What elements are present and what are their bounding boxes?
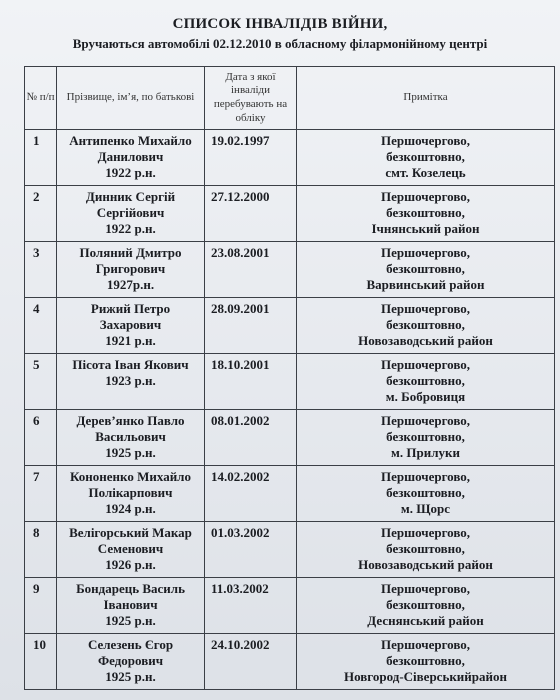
note-line: Новгород-Сіверськийрайон bbox=[344, 669, 507, 684]
note-line: Першочергово, bbox=[380, 581, 471, 596]
note-line: Новозаводський район bbox=[358, 557, 493, 572]
note-line: Першочергово, bbox=[380, 133, 471, 148]
person-name-cell bbox=[57, 466, 205, 522]
note-cell bbox=[297, 130, 555, 186]
person-name-line: Васильович bbox=[95, 429, 166, 444]
note-line: безкоштовно, bbox=[386, 429, 465, 444]
table-row bbox=[25, 186, 555, 242]
note-line: безкоштовно, bbox=[386, 485, 465, 500]
birth-year: 1925 р.н. bbox=[105, 445, 156, 460]
person-name-line: Данилович bbox=[97, 149, 164, 164]
note-line: Варвинський район bbox=[366, 277, 485, 292]
registration-date: 14.02.2002 bbox=[205, 466, 297, 522]
note-line: Першочергово, bbox=[380, 245, 471, 260]
note-line: смт. Козелець bbox=[385, 165, 466, 180]
note-cell bbox=[297, 522, 555, 578]
note-line: безкоштовно, bbox=[386, 653, 465, 668]
registration-date: 24.10.2002 bbox=[205, 634, 297, 690]
person-name-line: Пісота Іван Якович bbox=[72, 357, 189, 372]
person-name-cell bbox=[57, 578, 205, 634]
note-line: безкоштовно, bbox=[386, 317, 465, 332]
note-line: Ічнянський район bbox=[371, 221, 480, 236]
person-name-line: Антипенко Михайло bbox=[69, 133, 192, 148]
note-line: безкоштовно, bbox=[386, 597, 465, 612]
person-name-line: Захарович bbox=[99, 317, 162, 332]
column-header-full-name: Прізвище, ім’я, по батькові bbox=[57, 67, 205, 130]
person-name-cell bbox=[57, 634, 205, 690]
row-number: 6 bbox=[25, 410, 57, 466]
person-name-cell bbox=[57, 354, 205, 410]
disabled-veterans-table bbox=[24, 66, 555, 690]
person-name-line: Динник Сергій bbox=[85, 189, 176, 204]
person-name-line: Рижий Петро bbox=[90, 301, 171, 316]
row-number: 4 bbox=[25, 298, 57, 354]
note-line: безкоштовно, bbox=[386, 205, 465, 220]
column-header-note: Примітка bbox=[297, 67, 555, 130]
note-cell bbox=[297, 354, 555, 410]
person-name-line: Велігорський Макар bbox=[69, 525, 192, 540]
person-name-line: Іванович bbox=[103, 597, 158, 612]
table-row bbox=[25, 242, 555, 298]
person-name-cell bbox=[57, 242, 205, 298]
person-name-line: Полікарпович bbox=[88, 485, 173, 500]
birth-year: 1927р.н. bbox=[106, 277, 155, 292]
note-line: Першочергово, bbox=[380, 301, 471, 316]
note-cell bbox=[297, 186, 555, 242]
birth-year: 1922 р.н. bbox=[105, 221, 156, 236]
person-name-line: Дерев’янко Павло bbox=[76, 413, 185, 428]
table-body bbox=[25, 130, 555, 690]
row-number: 8 bbox=[25, 522, 57, 578]
registration-date: 19.02.1997 bbox=[205, 130, 297, 186]
table-row bbox=[25, 298, 555, 354]
note-line: Першочергово, bbox=[380, 469, 471, 484]
table-row bbox=[25, 578, 555, 634]
person-name-cell bbox=[57, 186, 205, 242]
note-cell bbox=[297, 410, 555, 466]
table-row bbox=[25, 522, 555, 578]
document-title: СПИСОК ІНВАЛІДІВ ВІЙНИ, bbox=[172, 16, 388, 32]
row-number: 1 bbox=[25, 130, 57, 186]
registration-date: 11.03.2002 bbox=[205, 578, 297, 634]
birth-year: 1925 р.н. bbox=[105, 613, 156, 628]
birth-year: 1926 р.н. bbox=[105, 557, 156, 572]
note-line: м. Щорс bbox=[400, 501, 451, 516]
birth-year: 1922 р.н. bbox=[105, 165, 156, 180]
person-name-line: Григорович bbox=[95, 261, 166, 276]
column-header-number: № п/п bbox=[25, 67, 57, 130]
row-number: 9 bbox=[25, 578, 57, 634]
note-cell bbox=[297, 634, 555, 690]
birth-year: 1923 р.н. bbox=[105, 373, 156, 388]
registration-date: 08.01.2002 bbox=[205, 410, 297, 466]
registration-date: 01.03.2002 bbox=[205, 522, 297, 578]
person-name-line: Федорович bbox=[97, 653, 164, 668]
note-line: безкоштовно, bbox=[386, 541, 465, 556]
note-line: Деснянський район bbox=[367, 613, 484, 628]
person-name-line: Селезень Єгор bbox=[87, 637, 174, 652]
note-line: безкоштовно, bbox=[386, 373, 465, 388]
note-line: безкоштовно, bbox=[386, 261, 465, 276]
table-row bbox=[25, 410, 555, 466]
table-row bbox=[25, 634, 555, 690]
person-name-line: Кононенко Михайло bbox=[70, 469, 191, 484]
note-line: Першочергово, bbox=[380, 525, 471, 540]
registration-date: 18.10.2001 bbox=[205, 354, 297, 410]
person-name-cell bbox=[57, 522, 205, 578]
person-name-cell bbox=[57, 298, 205, 354]
note-line: Новозаводський район bbox=[358, 333, 493, 348]
birth-year: 1921 р.н. bbox=[105, 333, 156, 348]
table-row bbox=[25, 466, 555, 522]
registration-date: 23.08.2001 bbox=[205, 242, 297, 298]
note-line: безкоштовно, bbox=[386, 149, 465, 164]
note-cell bbox=[297, 298, 555, 354]
birth-year: 1925 р.н. bbox=[105, 669, 156, 684]
row-number: 5 bbox=[25, 354, 57, 410]
birth-year: 1924 р.н. bbox=[105, 501, 156, 516]
table-row bbox=[25, 130, 555, 186]
note-cell bbox=[297, 466, 555, 522]
note-cell bbox=[297, 242, 555, 298]
table-row bbox=[25, 354, 555, 410]
note-line: м. Бобровиця bbox=[385, 389, 466, 404]
note-line: Першочергово, bbox=[380, 413, 471, 428]
note-line: м. Прилуки bbox=[391, 445, 460, 460]
note-cell bbox=[297, 578, 555, 634]
registration-date: 28.09.2001 bbox=[205, 298, 297, 354]
row-number: 7 bbox=[25, 466, 57, 522]
row-number: 2 bbox=[25, 186, 57, 242]
table-header-row bbox=[25, 67, 555, 130]
note-line: Першочергово, bbox=[380, 189, 471, 204]
row-number: 10 bbox=[25, 634, 57, 690]
person-name-cell bbox=[57, 130, 205, 186]
registration-date: 27.12.2000 bbox=[205, 186, 297, 242]
note-line: Першочергово, bbox=[380, 637, 471, 652]
document-subtitle: Вручаються автомобілі 02.12.2010 в обласному філармонійному центрі bbox=[72, 36, 488, 51]
person-name-cell bbox=[57, 410, 205, 466]
person-name-line: Бондарець Василь bbox=[76, 581, 185, 596]
row-number: 3 bbox=[25, 242, 57, 298]
column-header-registration-date: Дата з якої інваліди перебувають на обліку bbox=[205, 67, 297, 130]
person-name-line: Сергійович bbox=[96, 205, 165, 220]
person-name-line: Семенович bbox=[97, 541, 164, 556]
note-line: Першочергово, bbox=[380, 357, 471, 372]
person-name-line: Поляний Дмитро bbox=[79, 245, 182, 260]
